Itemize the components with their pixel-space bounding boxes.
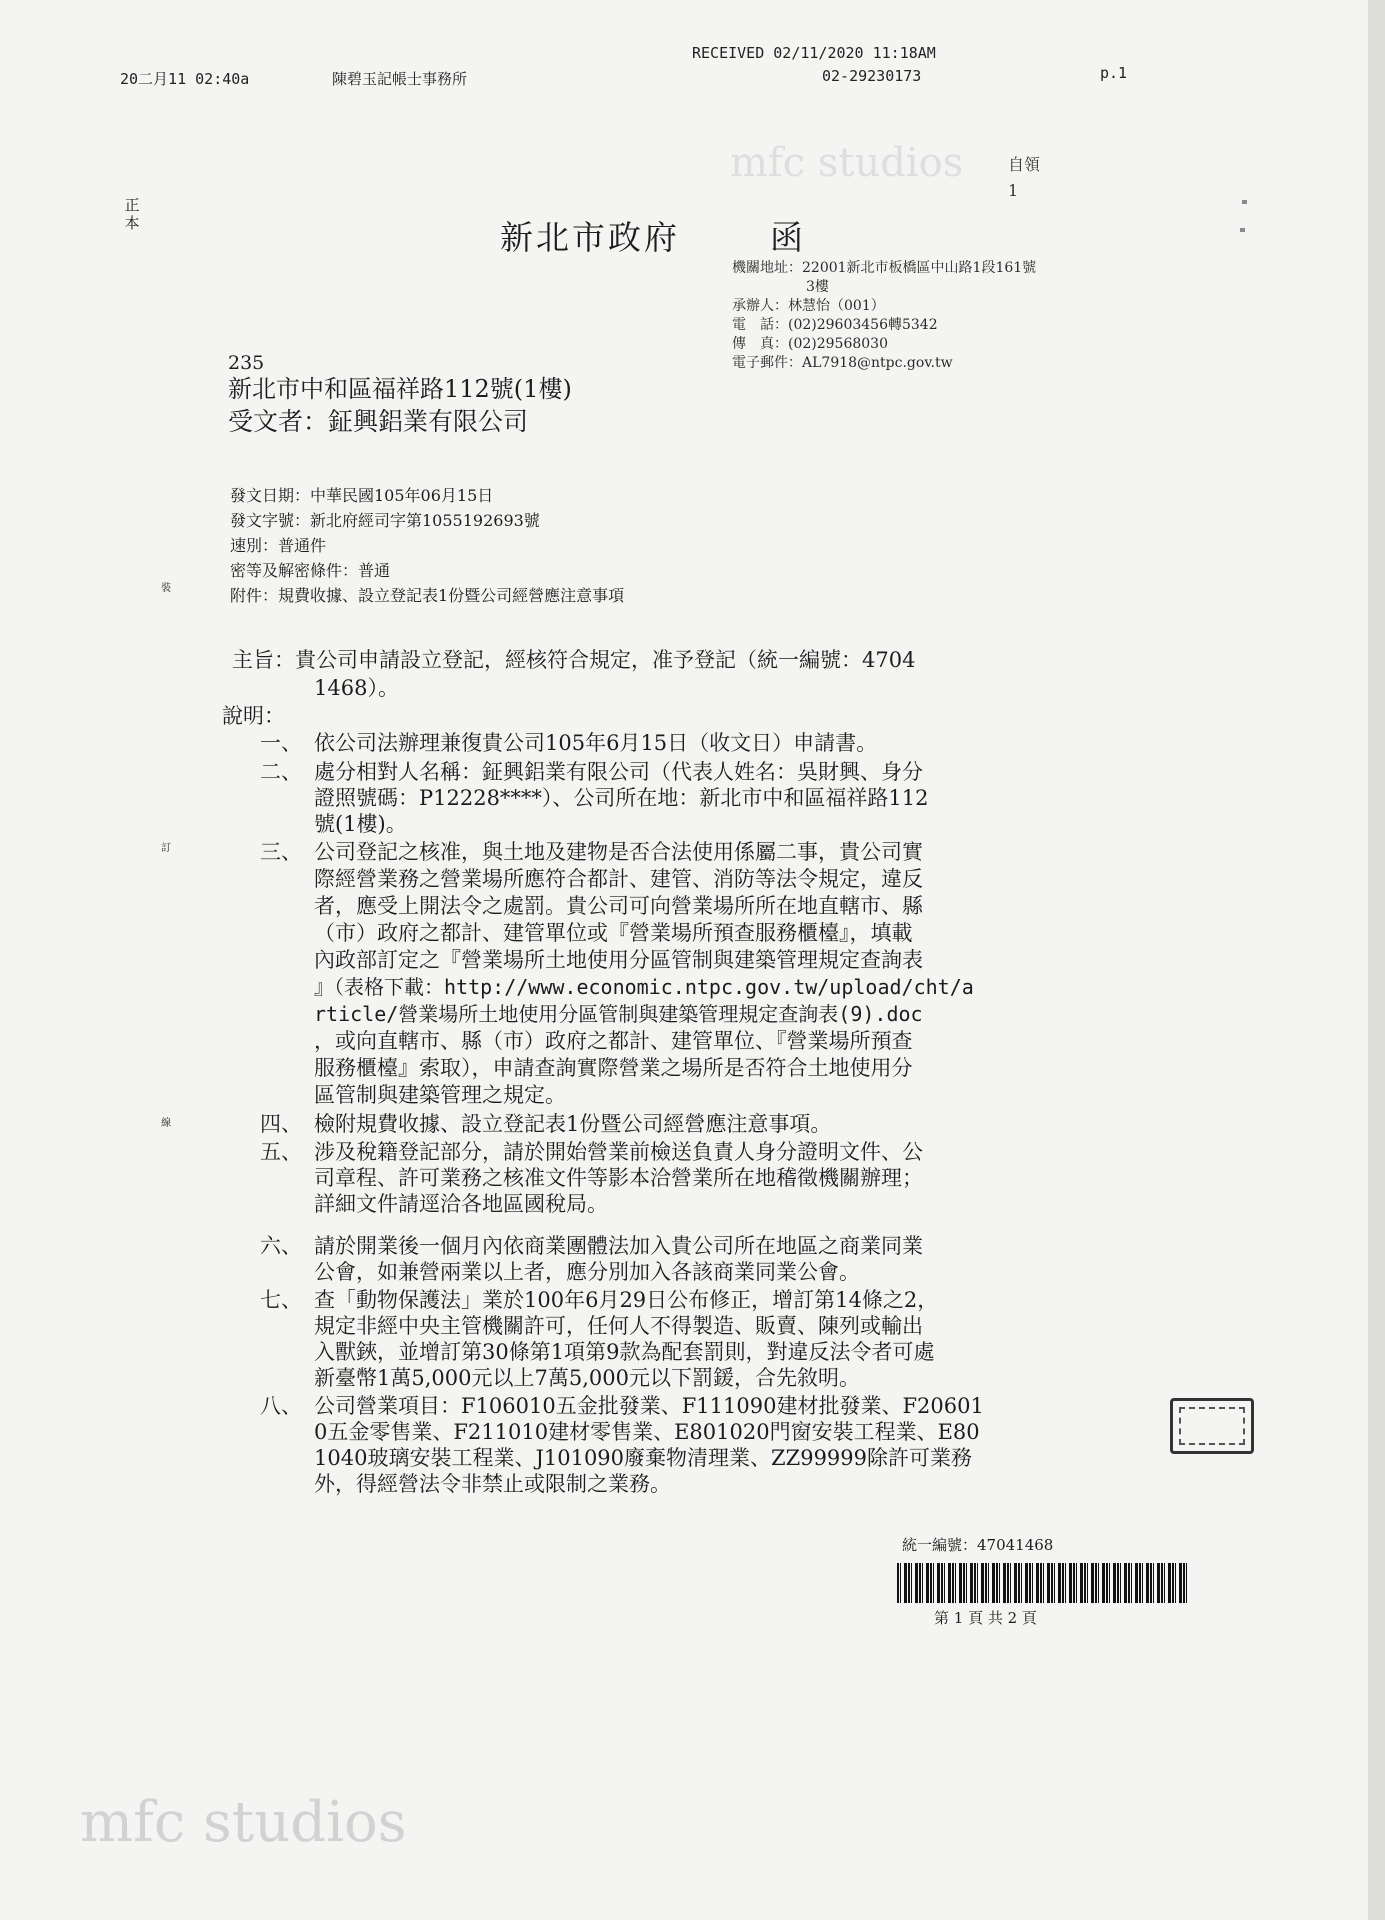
subject-line-2: 1468）。 [314, 676, 399, 700]
item-line: 公司營業項目：F106010五金批發業、F111090建材批發業、F20601 [314, 1394, 984, 1418]
item-number: 七、 [260, 1288, 302, 1312]
recipient-block [228, 352, 572, 440]
document-type: 函 [770, 218, 806, 257]
item-number: 一、 [260, 731, 302, 755]
item-line: 查「動物保護法」業於100年6月29日公布修正，增訂第14條之2， [314, 1288, 939, 1312]
item-line: 際經營業務之營業場所應符合都計、建管、消防等法令規定，違反 [314, 867, 923, 891]
phone: 電 話：(02)29603456轉5342 [732, 317, 938, 333]
item-line: 1040玻璃安裝工程業、J101090廢棄物清理業、ZZ99999除許可業務 [314, 1446, 973, 1470]
item-line: ，或向直轄市、縣（市）政府之都計、建管單位、『營業場所預查 [314, 1029, 913, 1053]
fax-page: p.1 [1100, 64, 1128, 82]
explanation-label: 說明： [222, 704, 285, 728]
email: 電子郵件：AL7918@ntpc.gov.tw [732, 355, 953, 371]
item-line: 者，應受上開法令之處罰。貴公司可向營業場所所在地直轄市、縣 [314, 894, 923, 918]
item-number: 三、 [260, 840, 302, 864]
fax-received: RECEIVED 02/11/2020 11:18AM [692, 44, 936, 62]
item-line: 區管制與建築管理之規定。 [314, 1083, 566, 1107]
item-line: 涉及稅籍登記部分，請於開始營業前檢送負責人身分證明文件、公 [314, 1140, 923, 1164]
binding-mark-2: 訂 [161, 843, 171, 854]
item-number: 八、 [260, 1394, 302, 1418]
fax-time: 20二月11 02:40a [120, 70, 250, 88]
fax-number: 02-29230173 [822, 67, 922, 85]
item-number: 五、 [260, 1140, 302, 1164]
agency-address-2: 3樓 [806, 279, 829, 295]
original-copy-mark: 正本 [124, 196, 140, 232]
fax-sender: 陳碧玉記帳士事務所 [332, 70, 468, 88]
item-line: 入獸鋏，並增訂第30條第1項第9款為配套罰則，對違反法令者可處 [314, 1340, 935, 1364]
item-line: 處分相對人名稱：鉦興鋁業有限公司（代表人姓名：吳財興、身分 [314, 760, 923, 784]
item-number: 六、 [260, 1234, 302, 1258]
watermark-bottom: mfc studios [80, 1790, 407, 1855]
item-line: 公會，如兼營兩業以上者，應分別加入各該商業同業公會。 [314, 1260, 860, 1284]
secrecy-level: 密等及解密條件：普通 [230, 561, 391, 580]
barcode [897, 1563, 1189, 1603]
margin-tick [1240, 228, 1245, 232]
page-info: 第 1 頁 共 2 頁 [934, 1609, 1037, 1627]
handler: 承辦人：林慧怡（001） [732, 298, 885, 314]
contact-block [732, 259, 1036, 373]
item-line: 新臺幣1萬5,000元以上7萬5,000元以下罰鍰，合先敘明。 [314, 1366, 860, 1390]
recipient-address: 新北市中和區福祥路112號(1樓) [228, 375, 572, 403]
item-line: 內政部訂定之『營業場所土地使用分區管制與建築管理規定查詢表 [314, 948, 923, 972]
official-seal-stamp [1170, 1398, 1254, 1454]
document-number: 發文字號：新北府經司字第1055192693號 [230, 511, 540, 530]
recipient-name: 受文者：鉦興鋁業有限公司 [228, 407, 529, 436]
item-line: 詳細文件請逕洽各地區國稅局。 [314, 1192, 608, 1216]
delivery-speed: 速別：普通件 [230, 536, 327, 555]
item-line: 外，得經營法令非禁止或限制之業務。 [314, 1472, 671, 1496]
item-line: 』（表格下載：http://www.economic.ntpc.gov.tw/upload/cht/a [314, 975, 974, 999]
item-line: 司章程、許可業務之核准文件等影本洽營業所在地稽徵機關辦理； [314, 1166, 923, 1190]
item-line: 檢附規費收據、設立登記表1份暨公司經營應注意事項。 [314, 1112, 832, 1136]
subject-line-1: 貴公司申請設立登記，經核符合規定，准予登記（統一編號：4704 [295, 648, 916, 672]
binding-mark-1: 裝 [161, 583, 171, 594]
item-line: 依公司法辦理兼復貴公司105年6月15日（收文日）申請書。 [314, 731, 878, 755]
agency-address: 機關地址：22001新北市板橋區中山路1段161號 [732, 260, 1037, 276]
subject [232, 648, 915, 673]
margin-tick [1242, 200, 1247, 204]
subject-label: 主旨： [232, 648, 295, 672]
item-line: 服務櫃檯』索取），申請查詢實際營業之場所是否符合土地使用分 [314, 1056, 913, 1080]
letterhead [500, 212, 806, 259]
item-number: 四、 [260, 1112, 302, 1136]
issue-date: 發文日期：中華民國105年06月15日 [230, 486, 494, 505]
attachments: 附件：規費收據、設立登記表1份暨公司經營應注意事項 [230, 586, 625, 605]
self-pickup-mark: 自領 1 [1008, 155, 1041, 200]
item-line: rticle/營業場所土地使用分區管制與建築管理規定查詢表(9).doc [314, 1002, 923, 1026]
unified-number: 統一編號：47041468 [902, 1536, 1054, 1554]
item-line: （市）政府之都計、建管單位或『營業場所預查服務櫃檯』，填載 [314, 921, 913, 945]
item-line: 規定非經中央主管機關許可，任何人不得製造、販賣、陳列或輸出 [314, 1314, 923, 1338]
fax-number-field: 傳 真：(02)29568030 [732, 336, 888, 352]
item-line: 0五金零售業、F211010建材零售業、E801020門窗安裝工程業、E80 [314, 1420, 980, 1444]
item-number: 二、 [260, 760, 302, 784]
item-line: 號(1樓)。 [314, 812, 407, 836]
binding-mark-3: 線 [161, 1118, 171, 1129]
item-line: 證照號碼：P12228****）、公司所在地：新北市中和區福祥路112 [314, 786, 929, 810]
item-line: 公司登記之核准，與土地及建物是否合法使用係屬二事，貴公司實 [314, 840, 923, 864]
postal-code: 235 [228, 352, 265, 374]
document-meta [230, 483, 624, 608]
watermark-top: mfc studios [730, 140, 964, 186]
item-line: 請於開業後一個月內依商業團體法加入貴公司所在地區之商業同業 [314, 1234, 923, 1258]
page-edge [1368, 0, 1385, 1920]
agency-name: 新北市政府 [500, 218, 680, 257]
